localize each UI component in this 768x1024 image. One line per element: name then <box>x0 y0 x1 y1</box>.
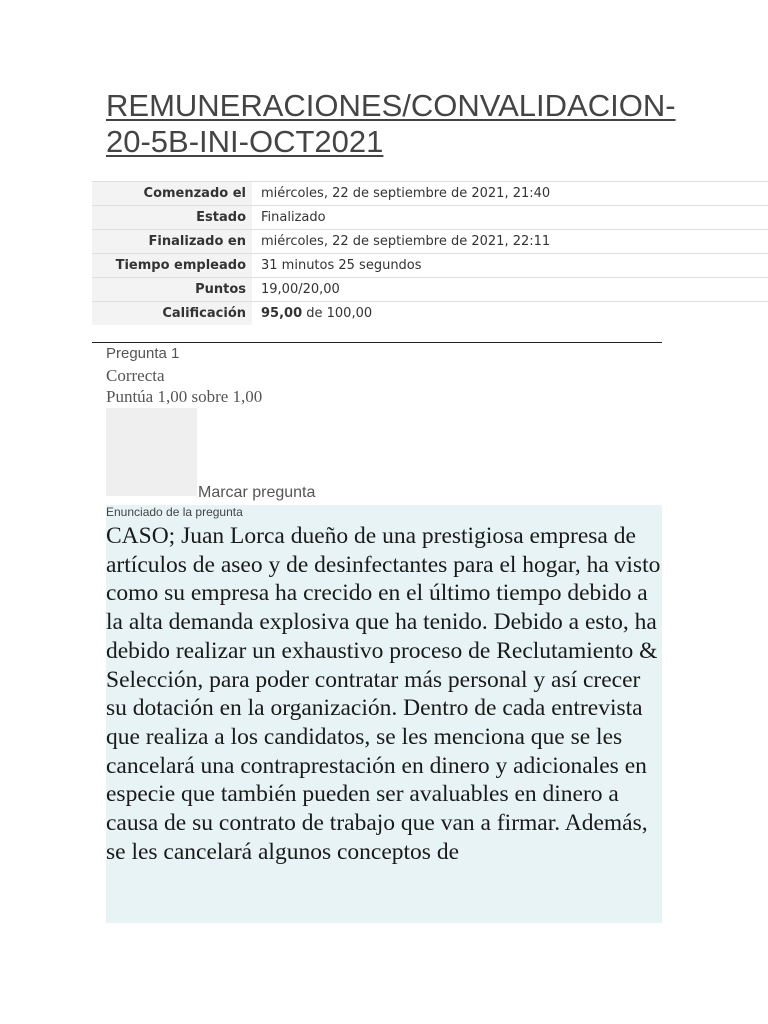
question-text: CASO; Juan Lorca dueño de una prestigiosa empresa de artículos de aseo y de desinfectantes para el hogar, ha visto como su empresa ha crecido en el último tiempo debido a la alta demanda explosiva que ha tenido. Debido a esto, ha debido realizar un exhaustivo proceso de Reclutamiento & Selección, para poder contratar más personal y así crecer su dotación en la organización. Dentro de cada entrevista que realiza a los candidatos, se les menciona que se les cancelará una contraprestación en dinero y adicionales en especie que también pueden ser avaluables en dinero a causa de su contrato de trabajo que van a firmar. Además, se les cancelará algunos conceptos de <box>106 523 661 865</box>
summary-row-time-taken <box>92 254 768 278</box>
summary-label: Puntos <box>92 278 252 302</box>
summary-value: 19,00/20,00 <box>252 278 768 302</box>
question-grade: Puntúa 1,00 sobre 1,00 <box>106 387 263 406</box>
summary-value: miércoles, 22 de septiembre de 2021, 22:11 <box>252 230 768 254</box>
summary-label: Estado <box>92 206 252 230</box>
flag-question-link[interactable]: Marcar pregunta <box>198 484 316 501</box>
summary-value <box>252 302 768 326</box>
table-divider <box>92 342 662 343</box>
grade-max: de 100,00 <box>302 306 373 321</box>
summary-label: Calificación <box>92 302 252 326</box>
page-title: REMUNERACIONES/CONVALIDACION-20-5B-INI-OCT2021 <box>106 88 676 159</box>
summary-row-grade <box>92 302 768 326</box>
summary-row-finished <box>92 230 768 254</box>
attempt-summary-table <box>92 181 768 325</box>
summary-row-points <box>92 278 768 302</box>
summary-value: 31 minutos 25 segundos <box>252 254 768 278</box>
summary-row-started <box>92 182 768 206</box>
summary-label: Comenzado el <box>92 182 252 206</box>
question-status: Correcta <box>106 366 165 385</box>
question-number: Pregunta 1 <box>106 345 180 362</box>
question-statement-panel <box>106 505 662 923</box>
summary-label: Finalizado en <box>92 230 252 254</box>
grade-score: 95,00 <box>261 306 303 321</box>
summary-value: Finalizado <box>252 206 768 230</box>
summary-label: Tiempo empleado <box>92 254 252 278</box>
summary-row-state <box>92 206 768 230</box>
flag-icon[interactable] <box>106 408 197 496</box>
summary-value: miércoles, 22 de septiembre de 2021, 21:40 <box>252 182 768 206</box>
statement-heading: Enunciado de la pregunta <box>106 505 243 519</box>
